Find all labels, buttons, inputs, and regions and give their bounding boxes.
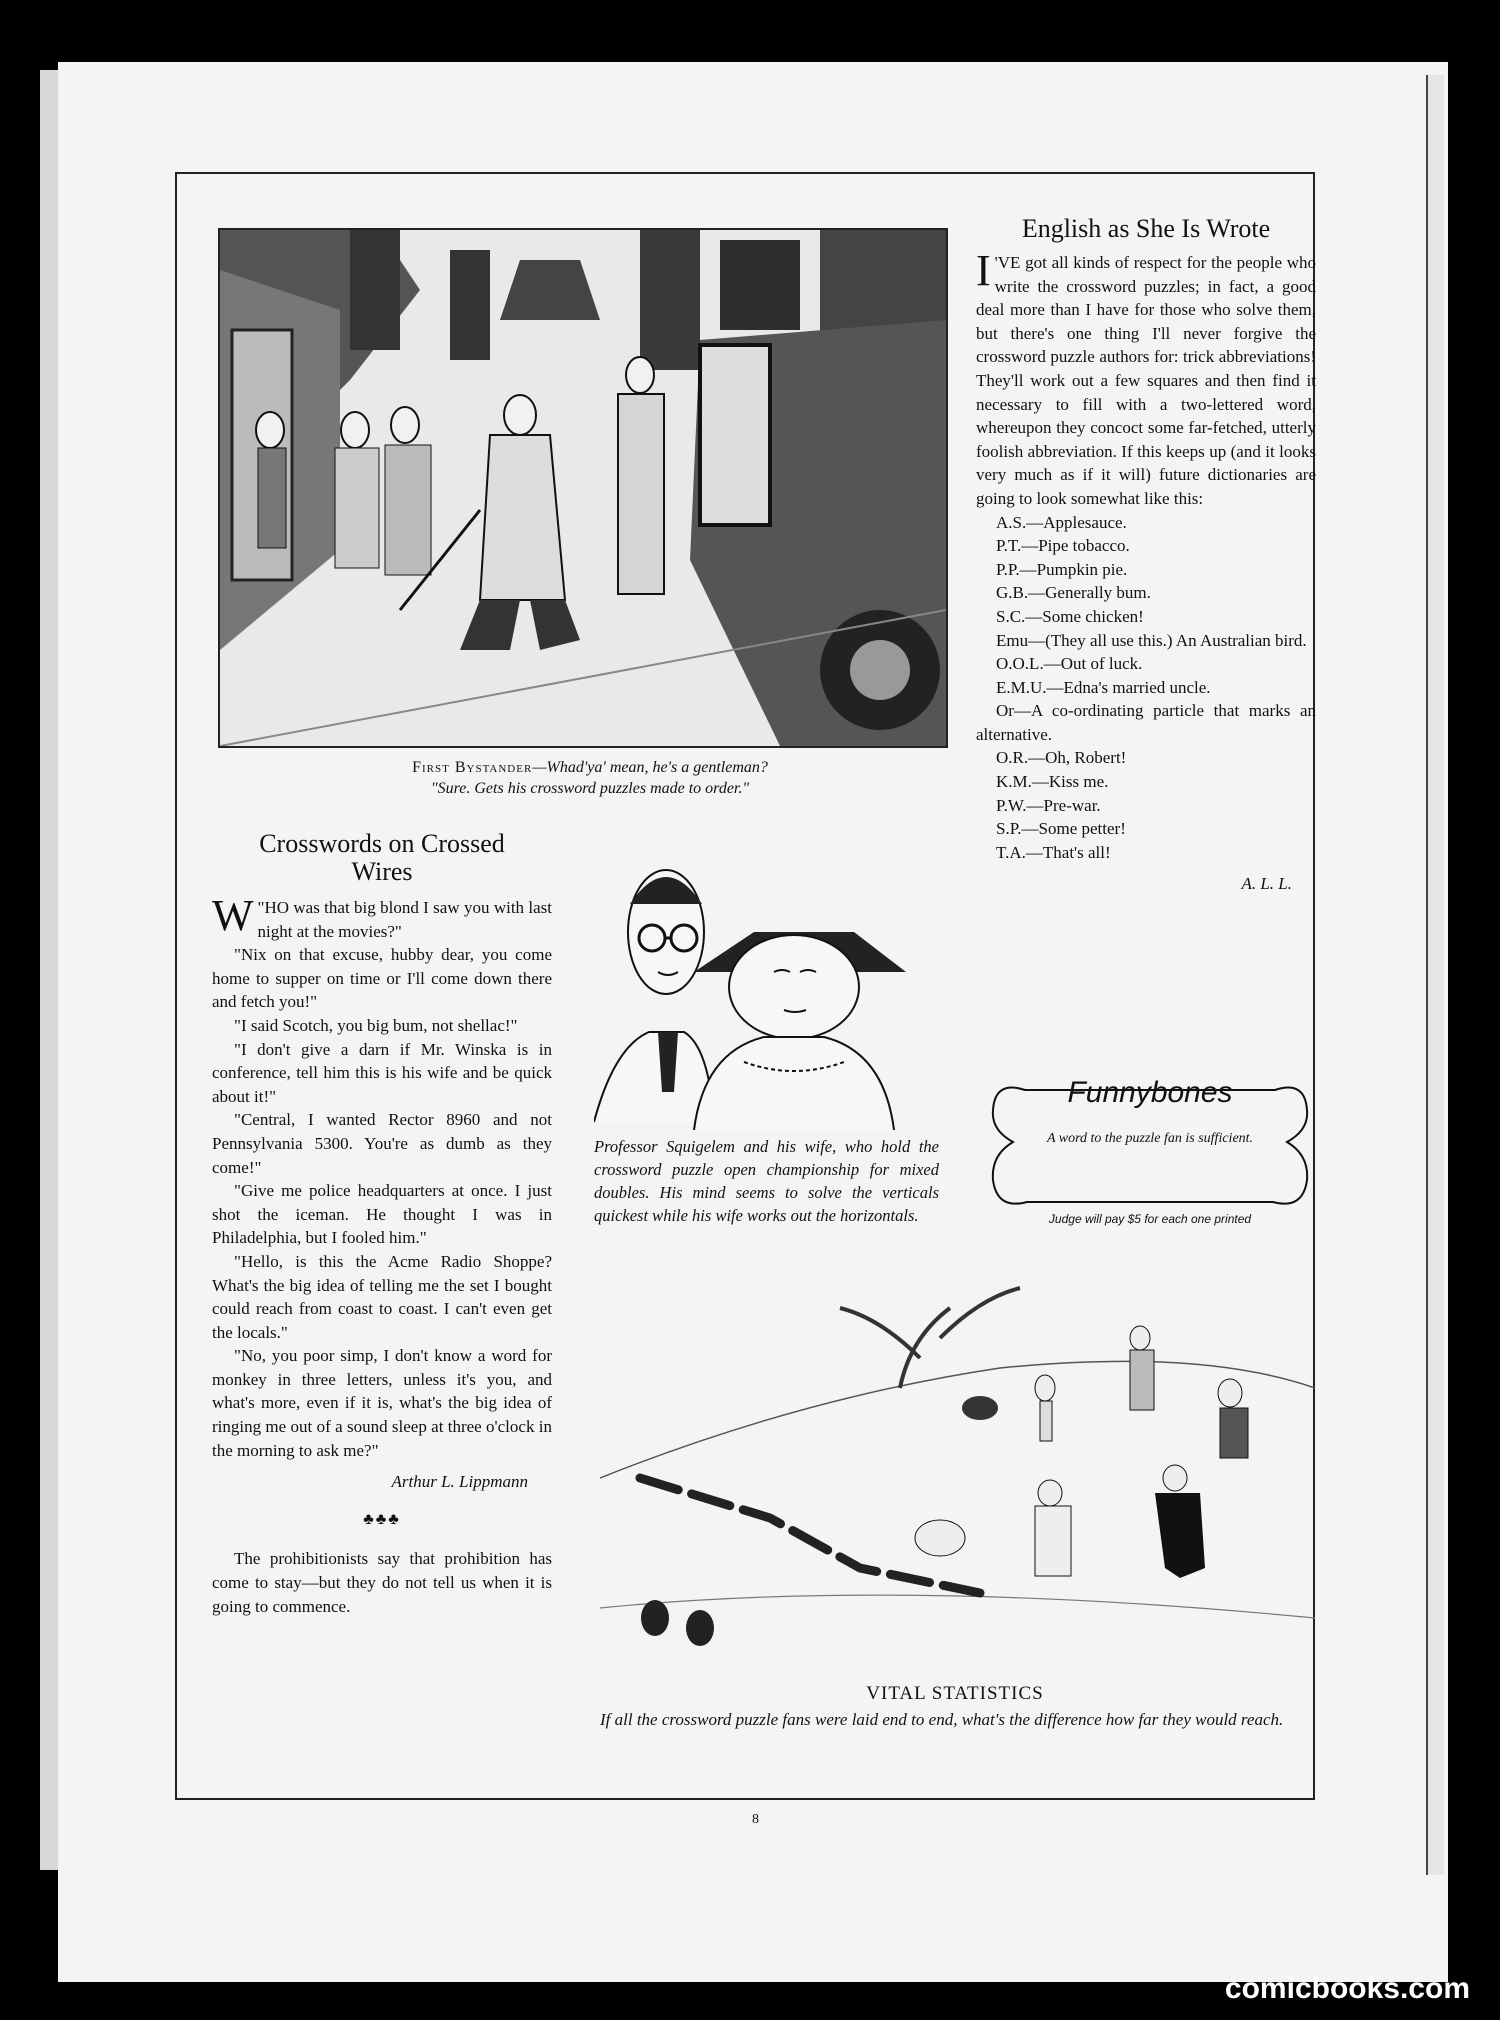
- abbreviation-entry: O.O.L.—Out of luck.: [996, 654, 1143, 674]
- funnybones-title: Funnybones: [1067, 1076, 1233, 1109]
- abbreviation-entry: K.M.—Kiss me.: [996, 772, 1109, 792]
- funnybones-footer: Judge will pay $5 for each one printed: [1048, 1212, 1252, 1226]
- crosswords-paragraph: "I said Scotch, you big bum, not shellac!": [234, 1015, 518, 1035]
- crosswords-signature: Arthur L. Lippmann: [391, 1472, 528, 1492]
- caption-line-2: "Sure. Gets his crossword puzzles made to order.": [430, 780, 750, 797]
- crosswords-first-paragraph: [212, 891, 552, 943]
- abbreviation-entry: P.W.—Pre-war.: [996, 795, 1101, 815]
- english-dropcap: I: [976, 246, 991, 295]
- abbreviation-entry: E.M.U.—Edna's married uncle.: [996, 677, 1211, 697]
- section-separator: ♣♣♣: [363, 1510, 401, 1528]
- street-scene-cartoon: [218, 228, 948, 748]
- english-title: English as She Is Wrote: [1021, 214, 1271, 243]
- crosswords-p0: HO was that big blond I saw you with last night at the movies?": [257, 898, 552, 941]
- crosswords-title: Crosswords on Crossed Wires: [259, 829, 505, 886]
- vital-statistics-drawing: [600, 1278, 1315, 1678]
- english-lead: [976, 246, 1316, 511]
- abbreviation-list: [976, 511, 1316, 865]
- abbreviation-entry: P.P.—Pumpkin pie.: [996, 559, 1128, 579]
- english-signature: A. L. L.: [1241, 874, 1292, 894]
- vital-statistics-cartoon: [600, 1278, 1315, 1678]
- crosswords-dropcap: W: [212, 891, 254, 940]
- english-column: [976, 215, 1316, 896]
- crosswords-paragraph: "No, you poor simp, I don't know a word for monkey in three letters, unless it's you, and what's more, even if it is, what's the big idea of ringing me out of a sound sleep at three o'clock in the morning to ask me?": [212, 1346, 552, 1460]
- crosswords-open-quote: ": [257, 898, 265, 917]
- professor-couple-drawing: [594, 832, 939, 1130]
- crosswords-paragraph: "I don't give a darn if Mr. Winska is in conference, tell him this is his wife and be quick about it!": [212, 1039, 552, 1106]
- professor-caption: Professor Squigelem and his wife, who hold the crossword puzzle open championship for mixed doubles. His mind seems to solve the verticals quickest while his wife works out the horizontals.: [594, 1137, 939, 1225]
- abbreviation-entry: A.S.—Applesauce.: [996, 512, 1127, 532]
- abbreviation-entry: T.A.—That's all!: [996, 842, 1111, 862]
- caption-line-1: —Whad'ya' mean, he's a gentleman?: [532, 759, 768, 776]
- english-lead-text: 'VE got all kinds of respect for the people who write the crossword puzzles; in fact, a good deal more than I have for those who solve them, but there's one thing I'll never forgive the crossword puzzle authors for: trick abbreviations! They'll work out a few squares and then find it necessary to fill with a two-lettered word, whereupon they concoct some far-fetched, utterly foolish abbreviation. If this keeps up (and it looks very much as if it will) future dictionaries are going to look somewhat like this:: [976, 253, 1316, 508]
- abbreviation-entry: Emu—(They all use this.) An Australian bird.: [996, 630, 1307, 650]
- book-page-edge-right: [1426, 75, 1444, 1875]
- abbreviation-entry: G.B.—Generally bum.: [996, 583, 1151, 603]
- abbreviation-entry: P.T.—Pipe tobacco.: [996, 536, 1130, 556]
- abbreviation-entry: S.C.—Some chicken!: [996, 606, 1144, 626]
- crosswords-paragraph: "Central, I wanted Rector 8960 and not Pennsylvania 5300. You're as dumb as they come!": [212, 1110, 552, 1177]
- crosswords-paragraph: "Give me police headquarters at once. I just shot the iceman. He thought I was in Philadelphia, but I fooled him.": [212, 1181, 552, 1248]
- street-scene-caption: [260, 757, 920, 799]
- abbreviation-entry: Or—A co-ordinating particle that marks an alternative.: [976, 701, 1316, 744]
- vital-statistics-title: VITAL STATISTICS: [866, 1683, 1044, 1704]
- abbreviation-entry: O.R.—Oh, Robert!: [996, 748, 1127, 768]
- prohibition-paragraph: The prohibitionists say that prohibition has come to stay—but they do not tell us when it is going to commence.: [212, 1549, 552, 1616]
- abbreviation-entry: S.P.—Some petter!: [996, 819, 1126, 839]
- page-number: 8: [752, 1812, 759, 1827]
- site-watermark: comicbooks.com: [1224, 1972, 1470, 2005]
- street-scene-drawing: [220, 230, 946, 746]
- caption-speaker: First Bystander: [412, 759, 533, 776]
- funnybones-box: [985, 1070, 1315, 1230]
- crosswords-paragraph: "Hello, is this the Acme Radio Shoppe? What's the big idea of telling me the set I bought could reach from coast to coast. I can't even get the locals.": [212, 1251, 552, 1342]
- vital-statistics-caption: If all the crossword puzzle fans were laid end to end, what's the difference how far they would reach.: [600, 1710, 1284, 1729]
- professor-couple-cartoon: [594, 832, 939, 1130]
- funnybones-text: A word to the puzzle fan is sufficient.: [1046, 1131, 1254, 1146]
- crosswords-column: [212, 830, 552, 1618]
- crosswords-paragraph: "Nix on that excuse, hubby dear, you come home to supper on time or I'll come down there and fetch you!": [212, 945, 552, 1012]
